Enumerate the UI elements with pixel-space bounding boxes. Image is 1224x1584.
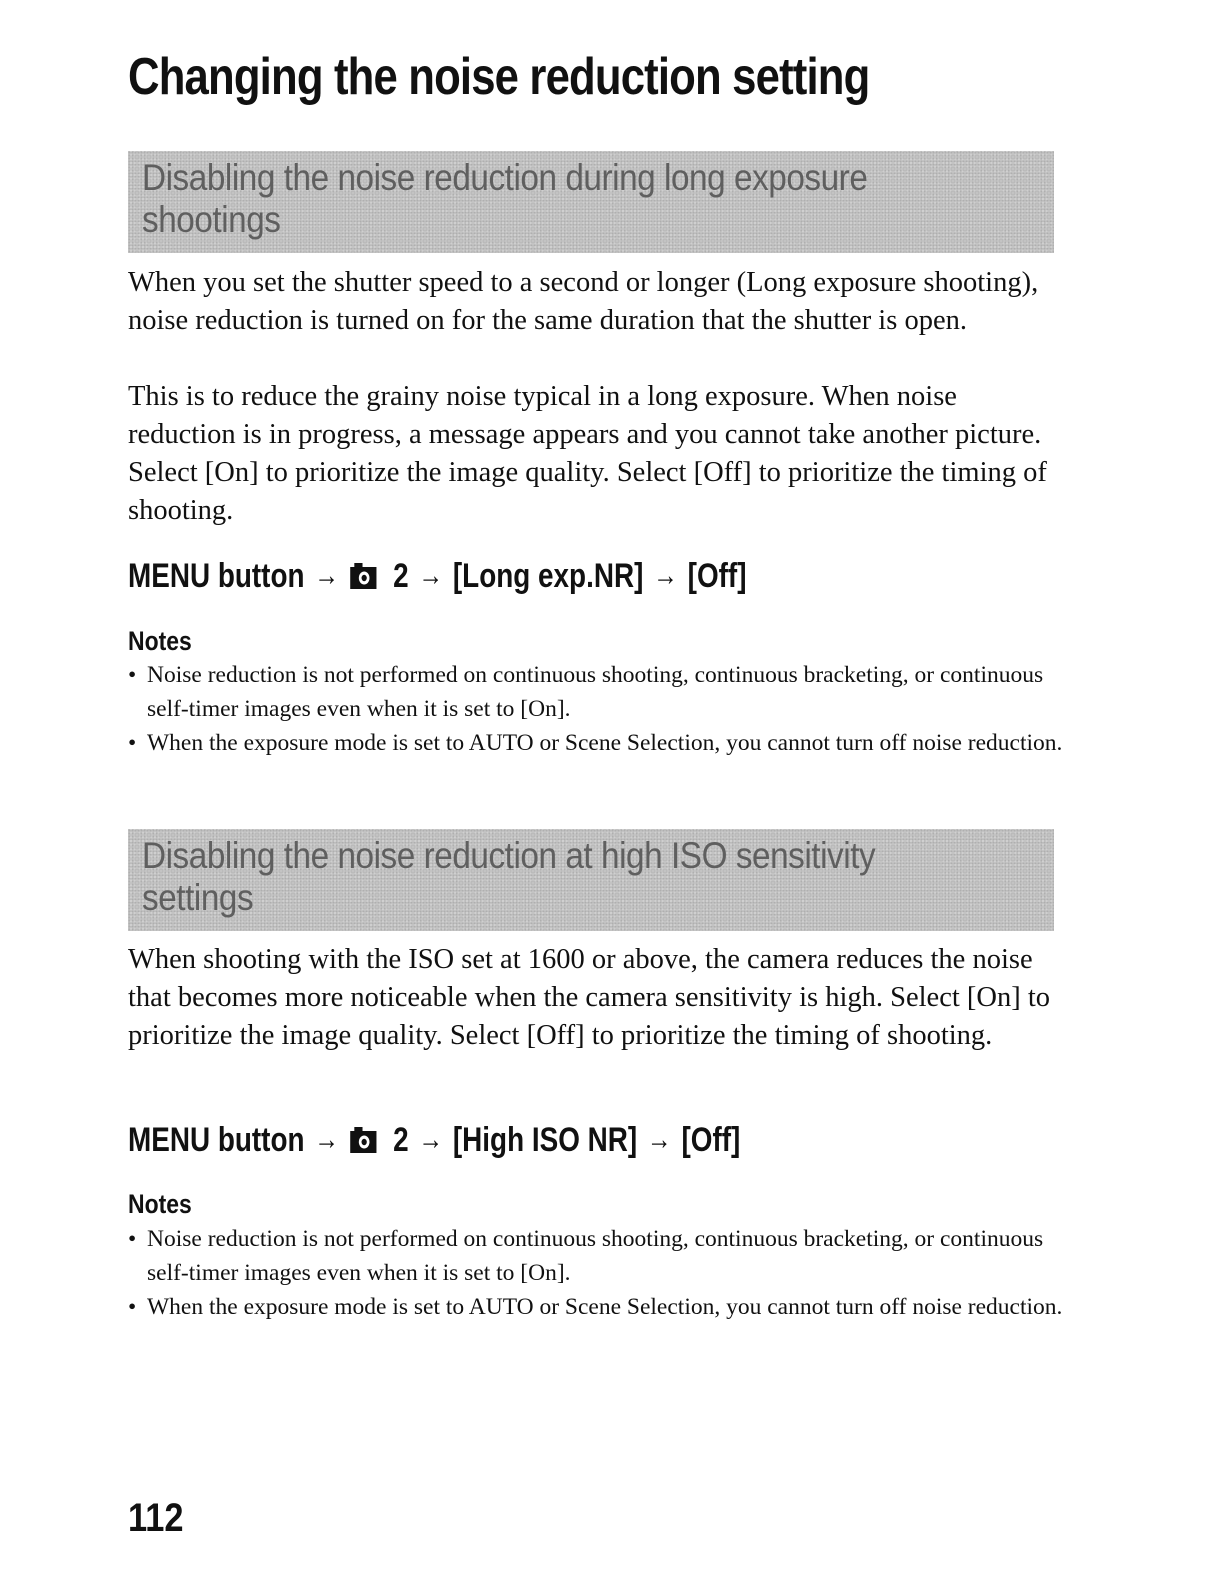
note-text: When the exposure mode is set to AUTO or Scene Selection, you cannot turn off noise reduction. xyxy=(147,730,1063,756)
bullet: • xyxy=(128,1294,137,1320)
high-iso-paragraph: When shooting with the ISO set at 1600 or above, the camera reduces the noise that becomes more noticeable when the camera sensitivity is high. Select [On] to prioritize the image quality. Select [Off] to prioritize the timing of shooting. xyxy=(128,944,1051,1051)
list-item xyxy=(128,1222,1068,1290)
section-header-line: settings xyxy=(142,877,254,918)
note-text: When the exposure mode is set to AUTO or Scene Selection, you cannot turn off noise reduction. xyxy=(147,1294,1063,1320)
note-text: Noise reduction is not performed on continuous shooting, continuous bracketing, or continuous self-timer images even when it is set to [On]. xyxy=(147,1226,1044,1286)
section-header-high-iso xyxy=(128,829,1054,931)
menu-item-label: [High ISO NR] xyxy=(452,1121,638,1159)
menu-button-label: MENU button xyxy=(128,557,305,595)
bullet: • xyxy=(128,730,137,756)
notes-heading: Notes xyxy=(128,1189,192,1219)
page-title: Changing the noise reduction setting xyxy=(128,48,870,106)
long-exposure-paragraph-2: This is to reduce the grainy noise typical in a long exposure. When noise reduction is in progress, a message appears and you cannot take another picture. Select [On] to prioritize the image quality. Select [Off] to prioritize the timing of shooting. xyxy=(128,381,1047,526)
section-header-line: shootings xyxy=(142,199,281,240)
menu-button-label: MENU button xyxy=(128,1121,305,1159)
long-exposure-paragraph-1: When you set the shutter speed to a second or longer (Long exposure shooting), noise reduction is turned on for the same duration that the shutter is open. xyxy=(128,267,1039,336)
list-item xyxy=(128,658,1068,726)
arrow-icon: → xyxy=(314,1123,339,1156)
section-header-line: Disabling the noise reduction at high ISO sensitivity xyxy=(142,835,876,876)
menu-item-label: [Long exp.NR] xyxy=(452,557,644,595)
menu-tab-number: 2 xyxy=(393,557,409,595)
list-item xyxy=(128,1290,1068,1324)
bullet: • xyxy=(128,662,137,688)
menu-value-label: [Off] xyxy=(681,1121,741,1159)
menu-path-long-exp-nr xyxy=(128,556,746,596)
bullet: • xyxy=(128,1226,137,1252)
section-header-long-exposure xyxy=(128,151,1054,253)
page-number: 112 xyxy=(128,1496,184,1540)
menu-value-label: [Off] xyxy=(687,557,747,595)
note-text: Noise reduction is not performed on continuous shooting, continuous bracketing, or continuous self-timer images even when it is set to [On]. xyxy=(147,662,1044,722)
arrow-icon: → xyxy=(653,559,678,592)
notes-list xyxy=(128,1222,1068,1324)
arrow-icon: → xyxy=(418,1123,444,1156)
arrow-icon: → xyxy=(647,1123,672,1156)
section-header-line: Disabling the noise reduction during long exposure xyxy=(142,157,868,198)
camera-icon xyxy=(349,561,380,591)
camera-icon xyxy=(349,1125,380,1155)
list-item xyxy=(128,726,1068,760)
menu-tab-number: 2 xyxy=(393,1121,409,1159)
notes-heading: Notes xyxy=(128,626,192,656)
menu-path-high-iso-nr xyxy=(128,1120,740,1160)
arrow-icon: → xyxy=(314,559,339,592)
notes-list xyxy=(128,658,1068,760)
arrow-icon: → xyxy=(418,559,444,592)
